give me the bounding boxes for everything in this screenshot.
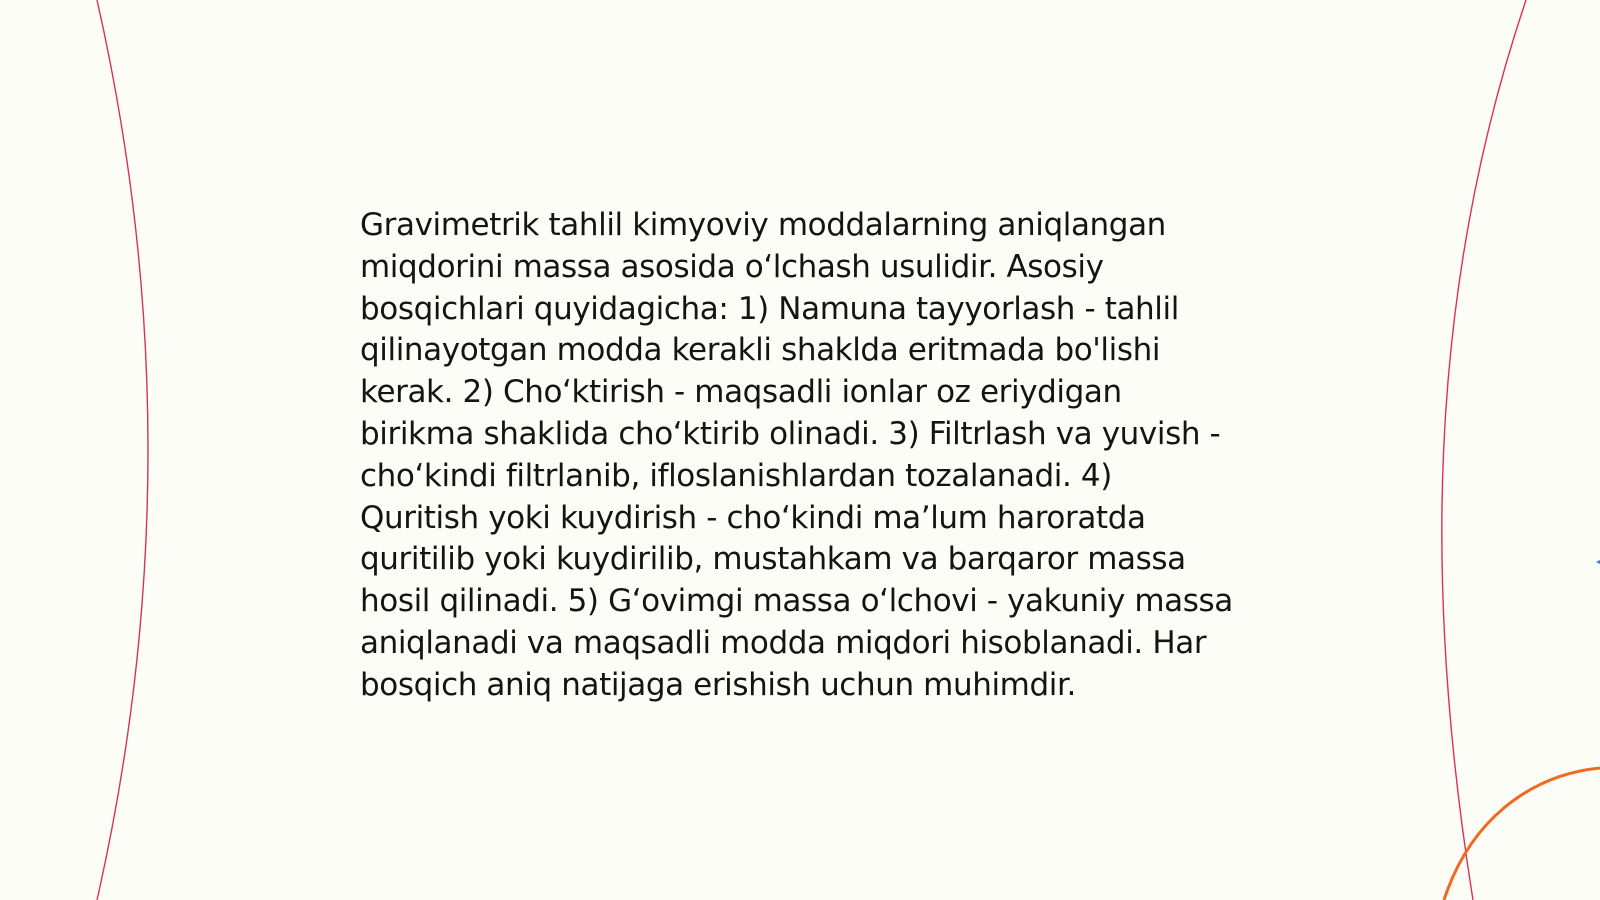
blue-edge-mark	[1596, 560, 1600, 564]
left-arc	[97, 0, 148, 900]
right-arc	[1442, 0, 1526, 900]
orange-circle-arc	[1444, 768, 1600, 900]
slide-body-text: Gravimetrik tahlil kimyoviy moddalarning aniqlangan miqdorini massa asosida o‘lchash usulidir. Asosiy bosqichlari quyidagicha: 1) Namuna tayyorlash - tahlil qilinayotgan modda kerakli shaklda eritmada bo'lishi kerak. 2) Cho‘ktirish - maqsadli ionlar oz eriydigan birikma shaklida cho‘ktirib olinadi. 3) Filtrlash va yuvish - cho‘kindi filtrlanib, ifloslanishlardan tozalanadi. 4) Quritish yoki kuydirish - cho‘kindi ma’lum haroratda quritilib yoki kuydirilib, mustahkam va barqaror massa hosil qilinadi. 5) G‘ovimgi massa o‘lchovi - yakuniy massa aniqlanadi va maqsadli modda miqdori hisoblanadi. Har bosqich aniq natijaga erishish uchun muhimdir.	[360, 207, 1233, 703]
